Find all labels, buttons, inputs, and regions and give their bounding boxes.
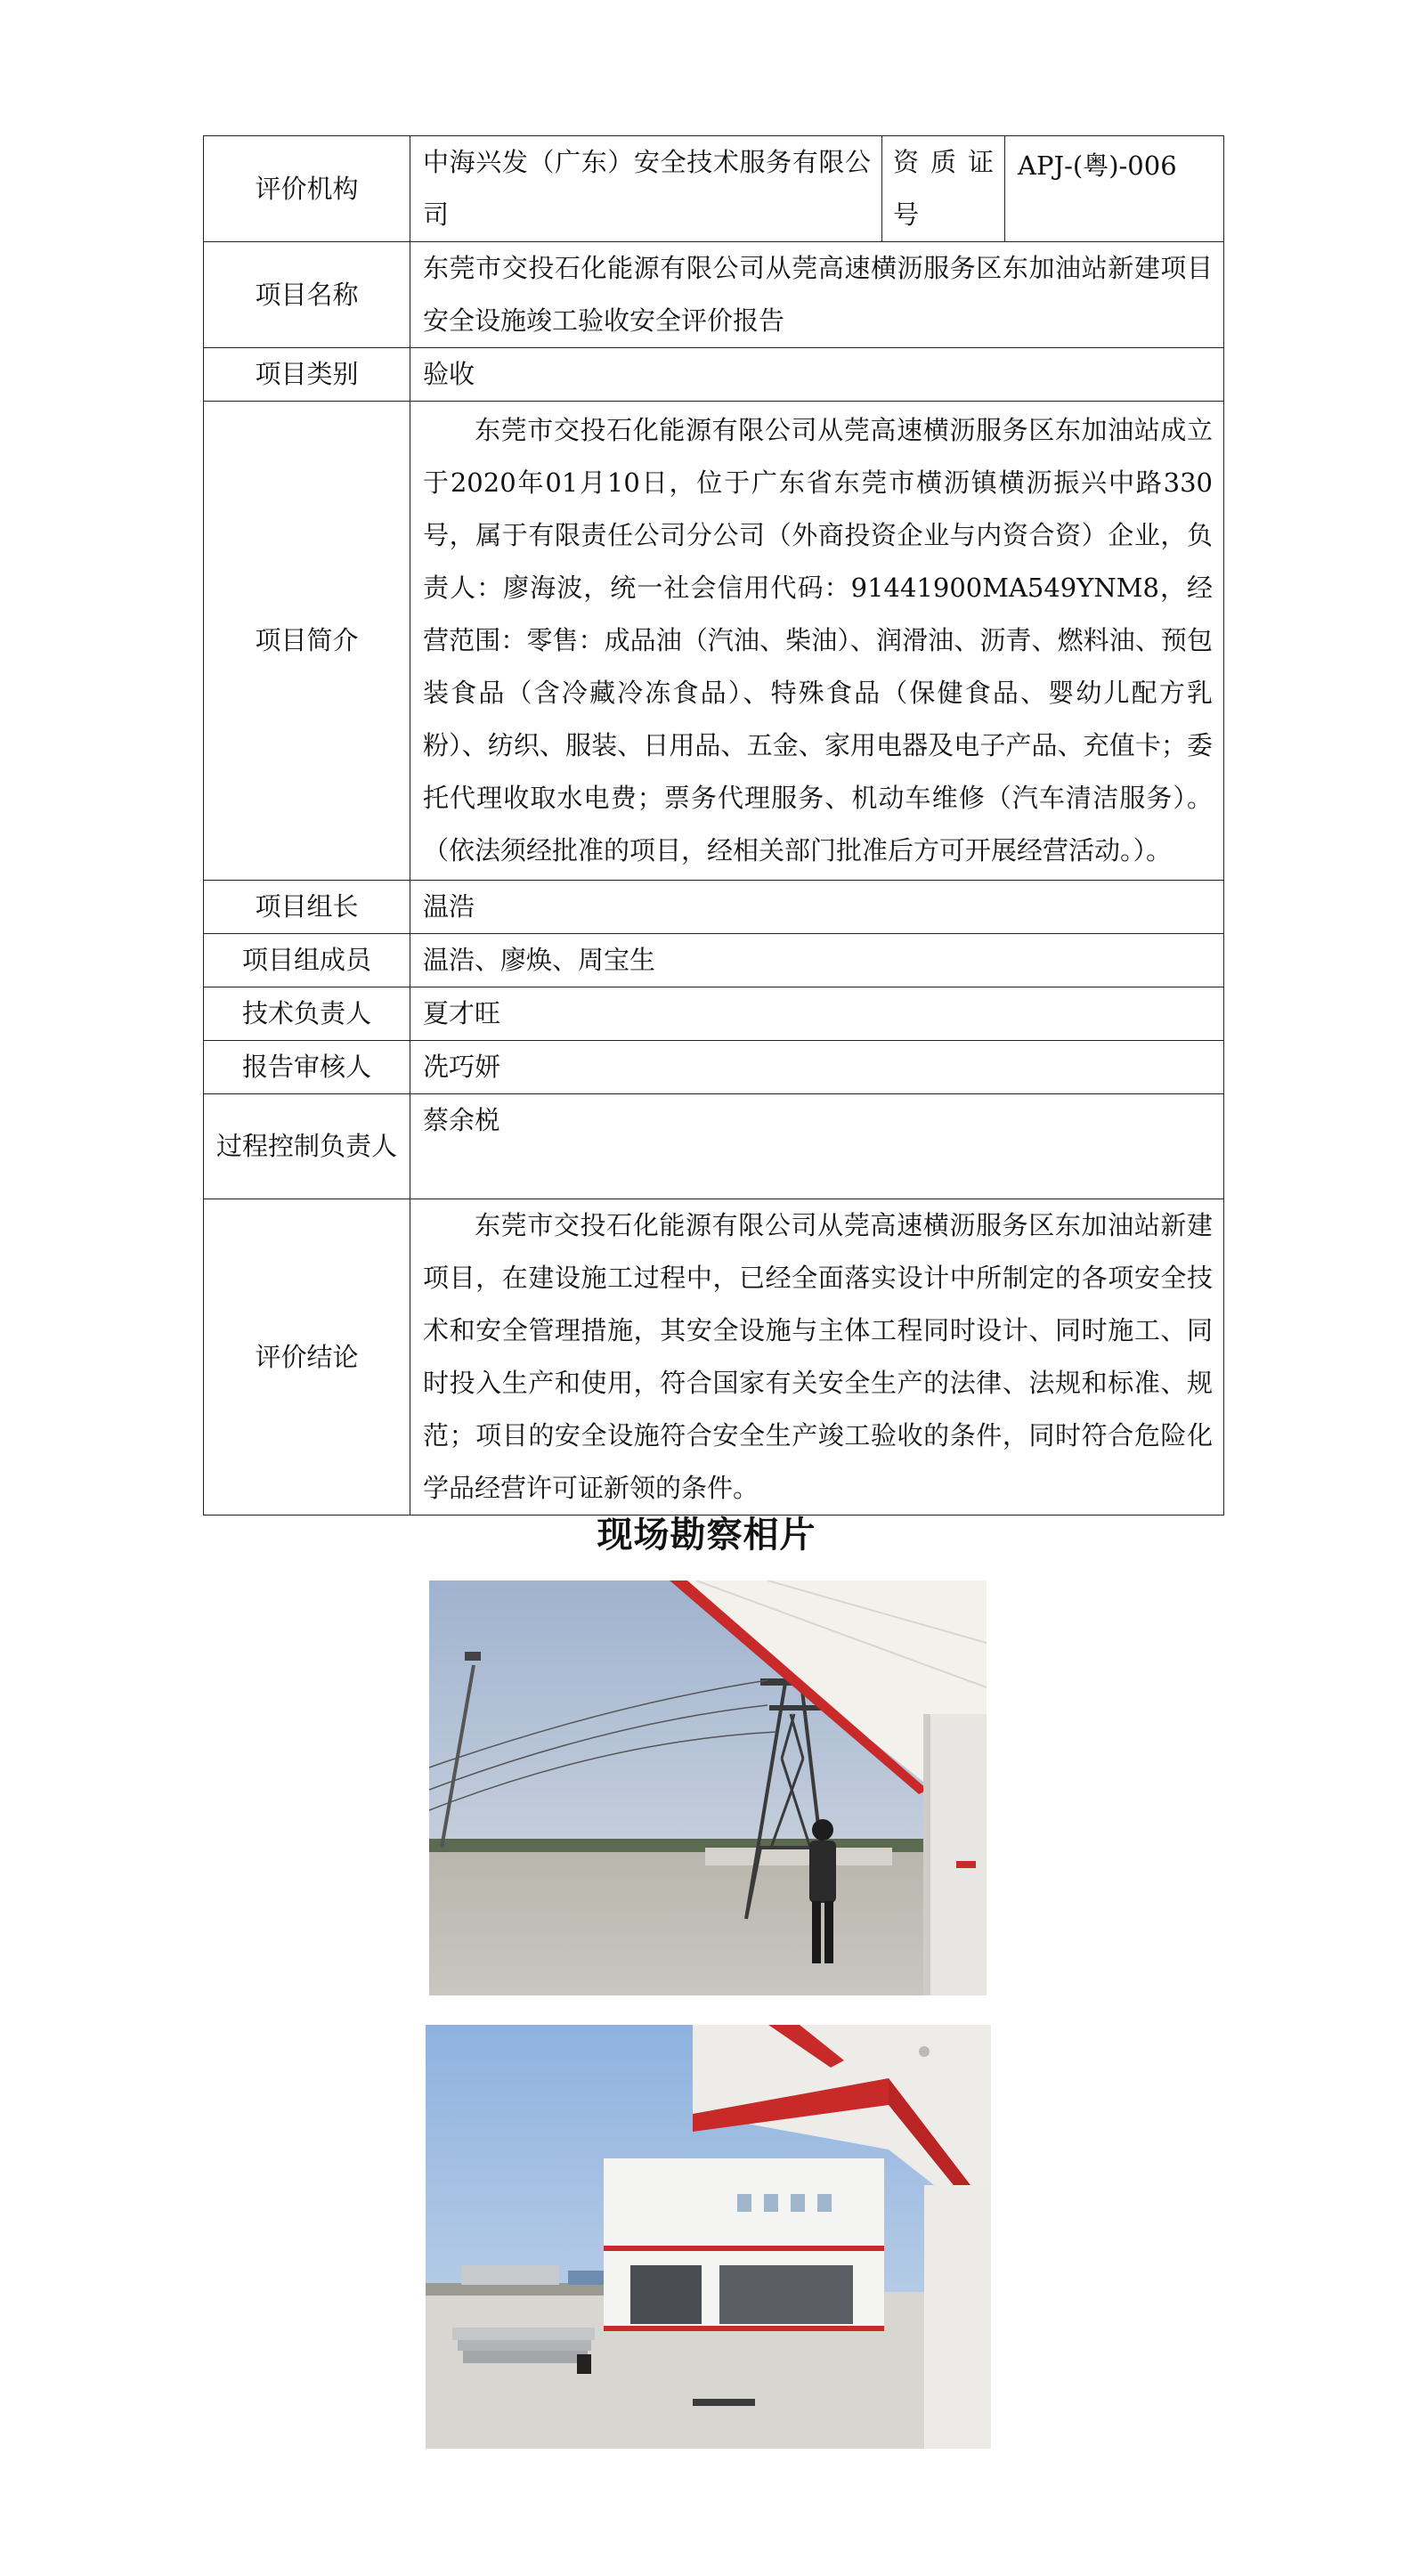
row-tech — [204, 987, 1224, 1041]
site-photo-station-building-image — [426, 2025, 991, 2449]
intro-label: 项目简介 — [204, 402, 410, 881]
org-label: 评价机构 — [204, 136, 410, 242]
site-photo-station-building — [426, 2025, 991, 2449]
members-label: 项目组成员 — [204, 934, 410, 987]
row-reviewer — [204, 1041, 1224, 1094]
intro-value: 东莞市交投石化能源有限公司从莞高速横沥服务区东加油站成立于2020年01月10日，位于广东省东莞市横沥镇横沥振兴中路330号，属于有限责任公司分公司（外商投资企业与内资合资）企业，负责人：廖海波，统一社会信用代码：91441900MA549YNM8，经营范围：零售：成品油（汽油、柴油）、润滑油、沥青、燃料油、预包装食品（含冷藏冷冻食品）、特殊食品（保健食品、婴幼儿配方乳粉）、纺织、服装、日用品、五金、家用电器及电子产品、充值卡；委托代理收取水电费；票务代理服务、机动车维修（汽车清洁服务）。（依法须经批准的项目，经相关部门批准后方可开展经营活动。）。 — [410, 402, 1224, 881]
reviewer-label: 报告审核人 — [204, 1041, 410, 1094]
cert-label: 资质证号 — [882, 136, 1005, 242]
project-name-value: 东莞市交投石化能源有限公司从莞高速横沥服务区东加油站新建项目安全设施竣工验收安全评价报告 — [410, 242, 1224, 348]
org-value: 中海兴发（广东）安全技术服务有限公司 — [410, 136, 882, 242]
category-value: 验收 — [410, 348, 1224, 402]
process-label: 过程控制负责人 — [204, 1094, 410, 1199]
row-members — [204, 934, 1224, 987]
evaluation-info-table — [203, 135, 1224, 1516]
project-name-label: 项目名称 — [204, 242, 410, 348]
row-intro — [204, 402, 1224, 881]
row-process — [204, 1094, 1224, 1199]
row-category — [204, 348, 1224, 402]
tech-label: 技术负责人 — [204, 987, 410, 1041]
reviewer-value: 冼巧妍 — [410, 1041, 1224, 1094]
row-org — [204, 136, 1224, 242]
process-value: 蔡余棁 — [410, 1094, 1224, 1199]
members-value: 温浩、廖焕、周宝生 — [410, 934, 1224, 987]
leader-value: 温浩 — [410, 881, 1224, 934]
conclusion-value: 东莞市交投石化能源有限公司从莞高速横沥服务区东加油站新建项目，在建设施工过程中，已经全面落实设计中所制定的各项安全技术和安全管理措施，其安全设施与主体工程同时设计、同时施工、同时投入生产和使用，符合国家有关安全生产的法律、法规和标准、规范；项目的安全设施符合安全生产竣工验收的条件，同时符合危险化学品经营许可证新领的条件。 — [410, 1199, 1224, 1516]
site-photo-canopy-pylon — [429, 1581, 987, 1995]
row-leader — [204, 881, 1224, 934]
site-photo-canopy-pylon-image — [429, 1581, 987, 1995]
conclusion-label: 评价结论 — [204, 1199, 410, 1516]
tech-value: 夏才旺 — [410, 987, 1224, 1041]
category-label: 项目类别 — [204, 348, 410, 402]
row-project-name — [204, 242, 1224, 348]
cert-value: APJ-(粤)-006 — [1005, 136, 1224, 242]
photos-title: 现场勘察相片 — [597, 1515, 816, 1556]
leader-label: 项目组长 — [204, 881, 410, 934]
row-conclusion — [204, 1199, 1224, 1516]
